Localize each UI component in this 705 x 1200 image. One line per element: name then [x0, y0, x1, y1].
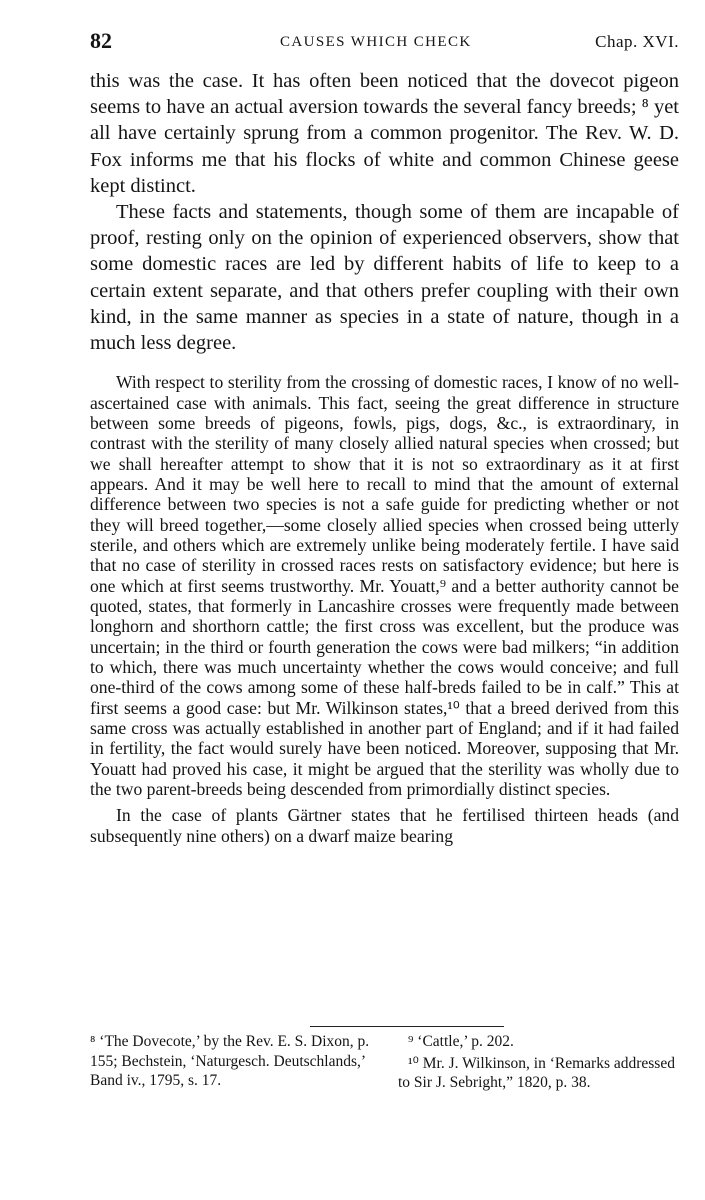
footnotes-left-column — [90, 1032, 372, 1093]
footnotes — [90, 1026, 682, 1106]
paragraph-sterility: With respect to sterility from the crossing of domestic races, I know of no well-ascertained case with animals. This fact, seeing the great difference in structure between some breeds of pigeons, fowls, pigs, dogs, &c., is extraordinary, in contrast with the sterility of many closely allied natural species when crossed; but we shall hereafter attempt to show that it is not so extraordinary as it at first appears. And it may be well here to recall to mind that the amount of external difference between two species is not a safe guide for predicting whether or not they will breed together,—some closely allied species when crossed being utterly sterile, and others which are extremely unlike being moderately fertile. I have said that no case of sterility in crossed races rests on satisfactory evidence; but here is one which at first seems trustworthy. Mr. Youatt,⁹ and a better authority cannot be quoted, states, that formerly in Lancashire crosses were frequently made between longhorn and shorthorn cattle; the first cross was excellent, but the produce was uncertain; in the third or fourth generation the cows were bad milkers; “in addition to which, there was much uncertainty whether the cows would conceive; and full one-third of the cows among some of these half-breds failed to be in calf.” This at first seems a good case: but Mr. Wilkinson states,¹⁰ that a breed derived from this same cross was actually established in another part of England; and if it had failed in fertility, the fact would surely have been noticed. Moreover, supposing that Mr. Youatt had proved his case, it might be argued that the sterility was wholly due to the two parent-breeds being descended from primordially distinct species. — [90, 372, 679, 800]
running-head — [90, 28, 679, 68]
footnote-9: ⁹ ‘Cattle,’ p. 202. — [408, 1033, 514, 1050]
paragraph-facts-statements: These facts and statements, though some of them are incapable of proof, resting only on the opinion of experienced observers, show that some domestic races are led by different habits of life to keep to a certain extent separate, and that others prefer coupling with their own kind, in the same manner as species in a state of nature, though in a much less degree. — [90, 201, 679, 355]
running-title: CAUSES WHICH CHECK — [280, 34, 472, 50]
paragraph-dovecot: this was the case. It has often been noticed that the dovecot pigeon seems to have an actual aversion towards the several fancy breeds; ⁸ yet all have certainly sprung from a common progenitor. The Rev. W. D. Fox informs me that his flocks of white and common Chinese geese kept distinct. — [90, 70, 679, 197]
paragraph-gartner: In the case of plants Gärtner states that he fertilised thirteen heads (and subsequently nine others) on a dwarf maize bearing — [90, 805, 679, 846]
footnotes-right-column — [398, 1032, 682, 1095]
footnote-8: ⁸ ‘The Dovecote,’ by the Rev. E. S. Dixon, p. 155; Bechstein, ‘Naturgesch. Deutschlands,’ Band iv., 1795, s. 17. — [90, 1033, 370, 1089]
page-number: 82 — [90, 28, 112, 53]
chapter-reference: Chap. XVI. — [595, 32, 679, 51]
main-text — [90, 68, 679, 846]
footnote-10: ¹⁰ Mr. J. Wilkinson, in ‘Remarks addressed to Sir J. Sebright,” 1820, p. 38. — [398, 1054, 675, 1091]
